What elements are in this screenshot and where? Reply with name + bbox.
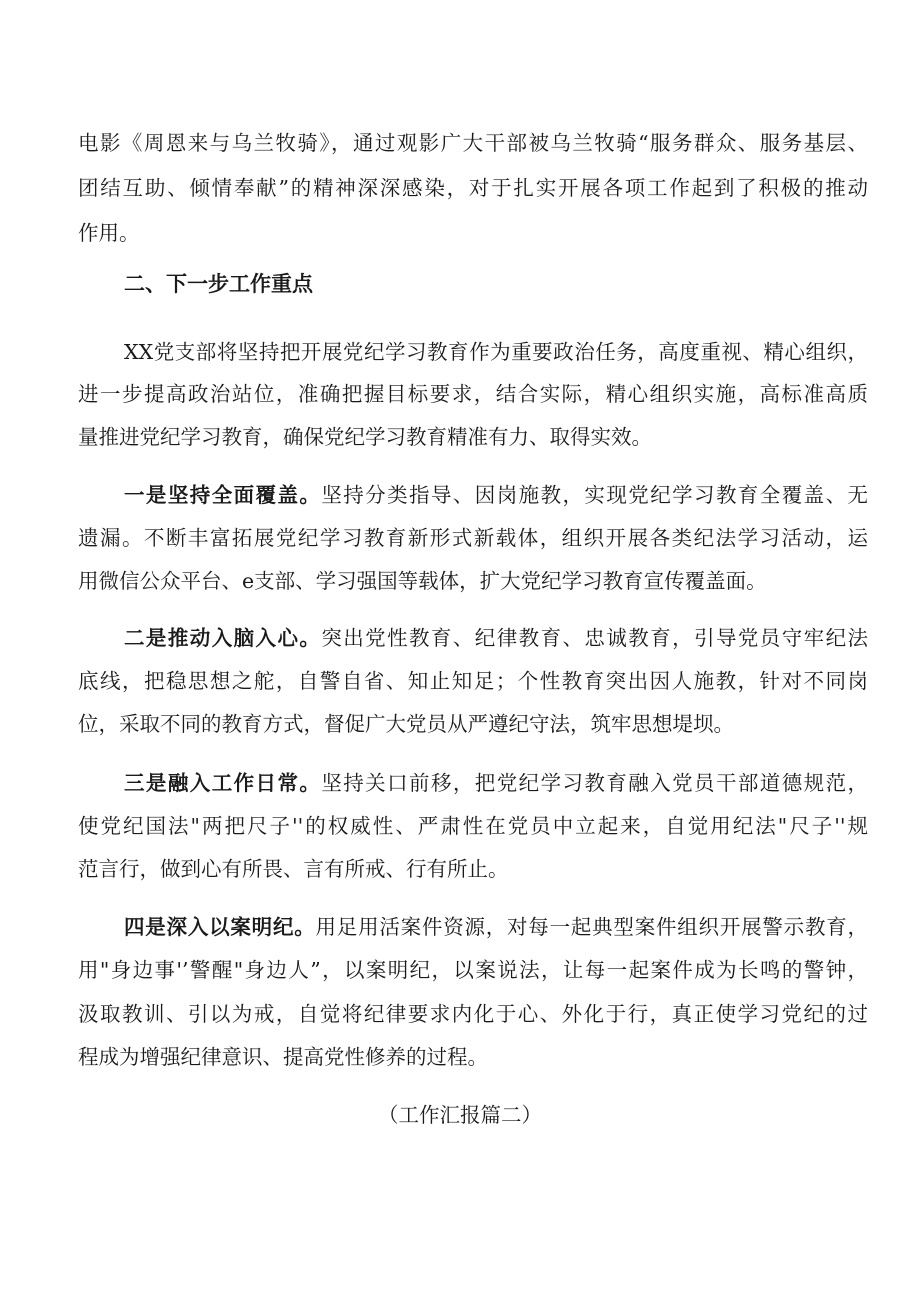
p1-line-3: 量推进党纪学习教育，确保党纪学习教育精准有力、取得实效。 bbox=[78, 425, 652, 449]
p4-line-2: 使党纪国法"两把尺子''的权威性、严肃性在党员中立起来，自觉用纪法"尺子''规 bbox=[78, 814, 868, 838]
p5-line-3: 汲取教训、引以为戒，自觉将纪律要求内化于心、外化于行，真正使学习党纪的过 bbox=[78, 1002, 868, 1026]
p4-line-1 bbox=[124, 768, 868, 798]
p4-lead: 三是融入工作日常。 bbox=[124, 771, 322, 795]
p2-line-3: 用微信公众平台、e支部、学习强国等载体，扩大党纪学习教育宣传覆盖面。 bbox=[78, 569, 767, 593]
section-caption: （工作汇报篇二） bbox=[378, 1103, 542, 1127]
p2-line-1 bbox=[124, 480, 868, 510]
p2-line-1-rest: 坚持分类指导、因岗施教，实现党纪学习教育全覆盖、无 bbox=[321, 483, 869, 507]
p1-line-2: 进一步提高政治站位，准确把握目标要求，结合实际，精心组织实施，高标准高质 bbox=[78, 382, 868, 406]
section-heading: 二、下一步工作重点 bbox=[124, 272, 313, 296]
p1-line-1: XX党支部将坚持把开展党纪学习教育作为重要政治任务，高度重视、精心组织， bbox=[124, 340, 868, 364]
p3-lead: 二是推动入脑入心。 bbox=[124, 626, 322, 650]
p3-line-1-rest: 突出党性教育、纪律教育、忠诚教育，引导党员守牢纪法 bbox=[321, 626, 869, 650]
p3-line-3: 位，采取不同的教育方式，督促广大党员从严遵纪守法，筑牢思想堤坝。 bbox=[78, 712, 734, 736]
p5-lead: 四是深入以案明纪。 bbox=[124, 915, 316, 939]
intro-line-3: 作用。 bbox=[78, 221, 140, 245]
intro-line-2: 团结互助、倾情奉献”的精神深深感染，对于扎实开展各项工作起到了积极的推动 bbox=[78, 176, 868, 200]
p5-line-4: 程成为增强纪律意识、提高党性修养的过程。 bbox=[78, 1045, 488, 1069]
p2-line-2: 遗漏。不断丰富拓展党纪学习教育新形式新载体，组织开展各类纪法学习活动，运 bbox=[78, 526, 868, 550]
intro-line-1: 电影《周恩来与乌兰牧骑》，通过观影广大干部被乌兰牧骑“服务群众、服务基层、 bbox=[78, 131, 868, 155]
p5-line-1 bbox=[124, 912, 868, 942]
p5-line-1-rest: 用足用活案件资源，对每一起典型案件组织开展警示教育， bbox=[315, 915, 868, 939]
p3-line-1 bbox=[124, 623, 868, 653]
p4-line-1-rest: 坚持关口前移，把党纪学习教育融入党员干部道德规范， bbox=[321, 771, 869, 795]
p5-line-2: 用"身边事'’警醒"身边人”，以案明纪，以案说法，让每一起案件成为长鸣的警钟， bbox=[78, 958, 868, 982]
p2-lead: 一是坚持全面覆盖。 bbox=[124, 483, 322, 507]
p4-line-3: 范言行，做到心有所畏、言有所戒、行有所止。 bbox=[78, 857, 509, 881]
p3-line-2: 底线，把稳思想之舵，自警自省、知止知足；个性教育突出因人施教，针对不同岗 bbox=[78, 669, 868, 693]
